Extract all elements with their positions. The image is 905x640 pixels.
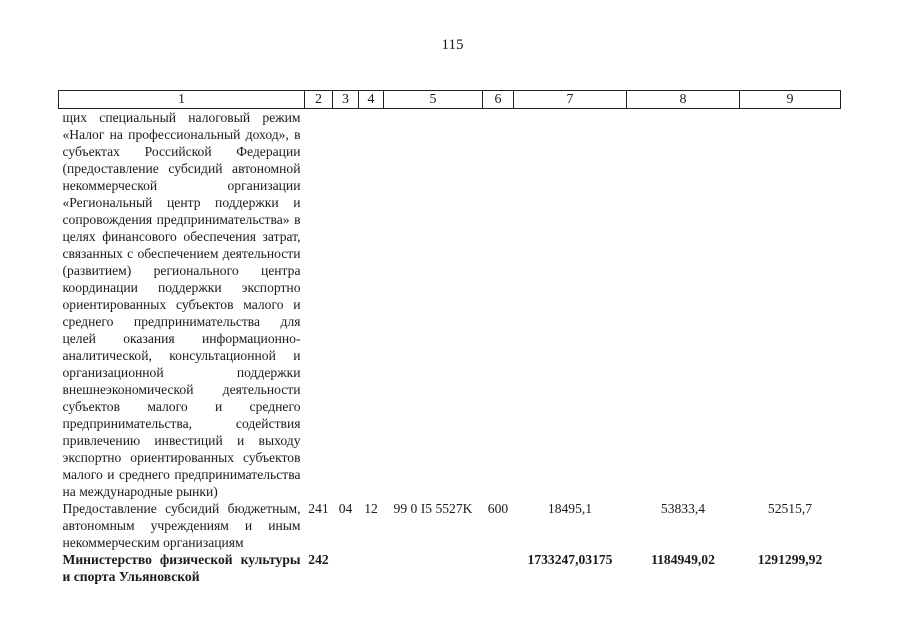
row-code-subsection [359,109,384,501]
row-amount-col7 [514,109,627,501]
column-header-8: 8 [627,91,740,109]
row-code-ministry: 242 [308,552,329,567]
column-header-3: 3 [333,91,359,109]
column-number-header [59,91,841,109]
column-header-6: 6 [483,91,514,109]
row-code-target [384,109,483,501]
row-description: Министерство физической культуры и спорта Ульяновской [62,552,301,584]
table-row [59,551,841,585]
column-header-1: 1 [59,91,305,109]
row-amount-col8 [627,109,740,501]
row-amount-col7: 18495,1 [547,501,593,516]
column-header-5: 5 [384,91,483,109]
row-code-section [333,109,359,501]
row-amount-col9: 52515,7 [767,501,813,516]
row-code-target [384,551,483,585]
row-amount-col7: 1733247,03175 [527,552,613,567]
row-code-ministry [305,109,333,501]
row-amount-col8: 1184949,02 [651,552,715,567]
row-code-expense-type [483,551,514,585]
column-header-4: 4 [359,91,384,109]
row-code-subsection: 12 [364,501,378,516]
row-amount-col9: 1291299,92 [757,552,823,567]
row-description: щих специальный налоговый режим «Налог на профессиональный доход», в субъектах Российской Федерации (предоставление субсидий автономной некоммерческой организации «Региональный центр поддержки и сопровождения предпринимательства» в целях финансового обеспечения затрат, связанных с обеспечением деятельности (развитием) регионального центра координации поддержки экспортно ориентированных субъектов малого и среднего предпринимательства для целей оказания информационно-аналитической, консультационной и организационной поддержки внешнеэкономической деятельности субъектов малого и среднего предпринимательства, содействия привлечению инвестиций и выходу экспортно ориентированных субъектов малого и среднего предпринимательства на международные рынки) [62,110,301,499]
row-description: Предоставление субсидий бюджетным, автономным учреждениям и иным некоммерческим организациям [62,501,301,550]
row-code-subsection [359,551,384,585]
page-number: 115 [441,37,464,53]
budget-table [58,90,841,585]
row-code-section [333,551,359,585]
column-header-2: 2 [305,91,333,109]
row-amount-col8: 53833,4 [660,501,706,516]
row-code-section: 04 [338,501,353,516]
column-header-9: 9 [740,91,841,109]
row-code-expense-type [483,109,514,501]
table-row [59,500,841,551]
row-code-ministry: 241 [308,501,329,516]
row-code-expense-type: 600 [487,501,509,516]
table-row [59,109,841,501]
row-amount-col9 [740,109,841,501]
row-code-target: 99 0 I5 5527K [393,501,473,516]
column-header-7: 7 [514,91,627,109]
